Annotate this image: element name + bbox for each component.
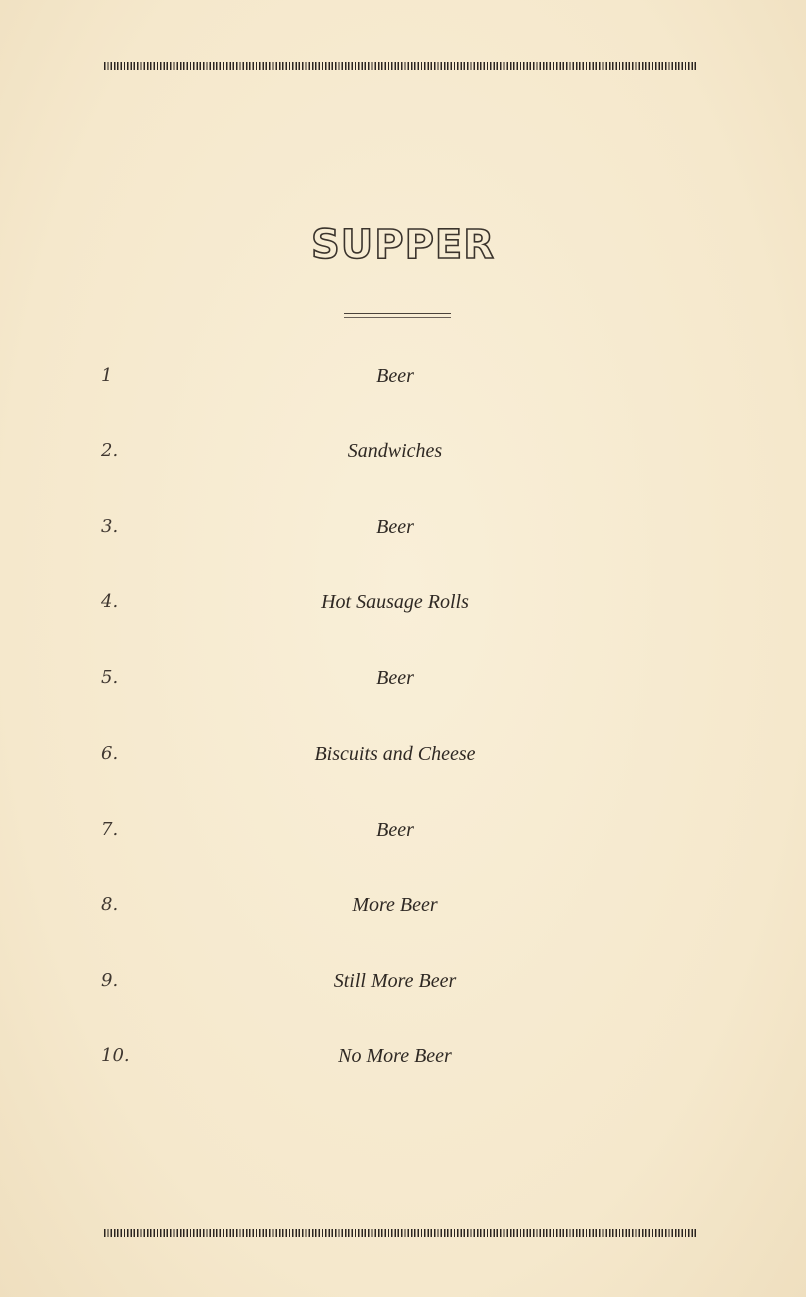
menu-item xyxy=(0,1045,806,1075)
page-title-text: SUPPER xyxy=(310,222,496,268)
menu-item xyxy=(0,894,806,924)
menu-item xyxy=(0,667,806,697)
bottom-decorative-rule xyxy=(104,1229,698,1237)
menu-item-number: 6. xyxy=(101,743,119,764)
menu-item xyxy=(0,970,806,1000)
menu-item-number: 2. xyxy=(101,440,119,461)
menu-item xyxy=(0,819,806,849)
menu-item-label: Beer xyxy=(376,516,414,538)
menu-item-label: More Beer xyxy=(352,894,438,916)
menu-item-number: 9. xyxy=(101,970,119,991)
menu-item xyxy=(0,591,806,621)
menu-item xyxy=(0,440,806,470)
menu-item-number: 1 xyxy=(101,365,113,386)
menu-item-label: Beer xyxy=(376,667,414,689)
menu-item-number: 3. xyxy=(101,516,119,537)
menu-item-number: 10. xyxy=(101,1045,130,1066)
menu-item-label: No More Beer xyxy=(338,1045,452,1067)
menu-item-label: Biscuits and Cheese xyxy=(314,743,476,765)
menu-item-number: 4. xyxy=(101,591,119,612)
menu-item-label: Hot Sausage Rolls xyxy=(321,591,469,613)
menu-item xyxy=(0,516,806,546)
menu-item-number: 5. xyxy=(101,667,119,688)
menu-item-label: Still More Beer xyxy=(333,970,457,992)
menu-item xyxy=(0,365,806,395)
menu-item-number: 8. xyxy=(101,894,119,915)
menu-item-label: Beer xyxy=(376,819,414,841)
menu-item xyxy=(0,743,806,773)
menu-item-label: Sandwiches xyxy=(347,440,443,462)
menu-item-label: Beer xyxy=(376,365,414,387)
menu-item-number: 7. xyxy=(101,819,119,840)
